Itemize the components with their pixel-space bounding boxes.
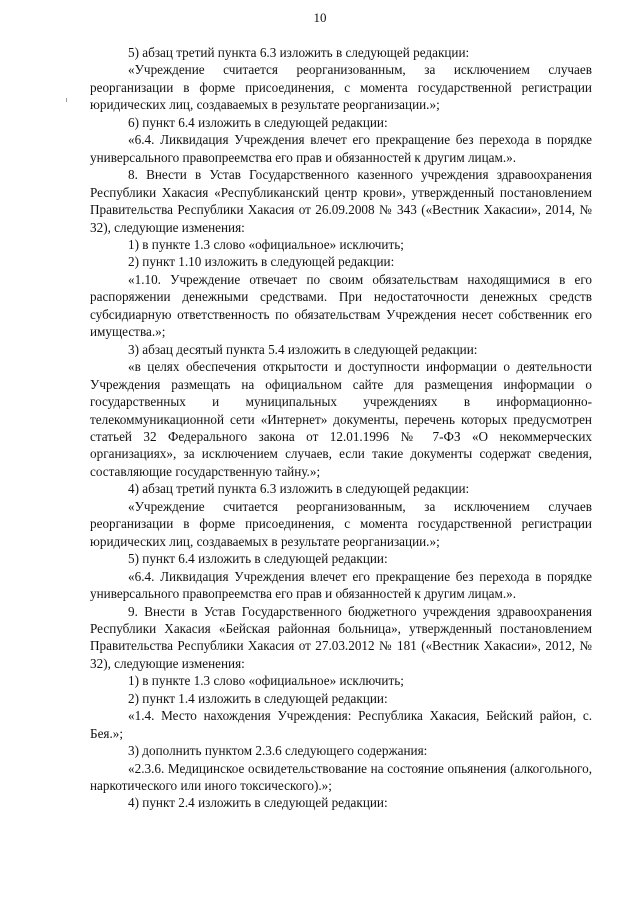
paragraph: 1) в пункте 1.3 слово «официальное» исключить; [128, 673, 404, 689]
paragraph: «в целях обеспечения открытости и доступности информации о деятельности Учреждения размещать на официальном сайте для размещения информации о государственных и муниципальных учреждениях в информационно-телекоммуникационной сети «Интернет» документы, перечень которых предусмотрен статьей 32 Федерального закона от 12.01.1996 № 7-ФЗ «О некоммерческих организациях», за исключением случаев, если такие документы содержат сведения, составляющие государственную тайну.»; [90, 359, 592, 479]
paragraph: «Учреждение считается реорганизованным, за исключением случаев реорганизации в форме присоединения, с момента государственной регистрации юридических лиц, создаваемых в результате реорганизации.»; [90, 498, 592, 549]
paragraph: 3) дополнить пунктом 2.3.6 следующего содержания: [128, 743, 428, 759]
paragraph: 2) пункт 1.10 изложить в следующей редакции: [128, 254, 395, 270]
paragraph: «2.3.6. Медицинское освидетельствование на состояние опьянения (алкогольного, наркотического или иного токсического).»; [90, 760, 592, 794]
paragraph: 5) пункт 6.4 изложить в следующей редакции: [128, 551, 388, 567]
paragraph: 8. Внести в Устав Государственного казенного учреждения здравоохранения Республики Хакасия «Республиканский центр крови», утвержденный постановлением Правительства Республики Хакасия от 26.09.2008 № 343 («Вестник Хакасии», 2014, № 32), следующие изменения: [90, 167, 592, 235]
paragraph: «6.4. Ликвидация Учреждения влечет его прекращение без перехода в порядке универсального правопреемства его прав и обязанностей к другим лицам.». [90, 568, 592, 602]
paragraph: «6.4. Ликвидация Учреждения влечет его прекращение без перехода в порядке универсального правопреемства его прав и обязанностей к другим лицам.». [90, 132, 592, 165]
paragraph: «Учреждение считается реорганизованным, за исключением случаев реорганизации в форме присоединения, с момента государственной регистрации юридических лиц, создаваемых в результате реорганизации.»; [90, 62, 592, 113]
paragraph: 4) абзац третий пункта 6.3 изложить в следующей редакции: [128, 481, 470, 497]
paragraph: 4) пункт 2.4 изложить в следующей редакции: [128, 795, 388, 811]
page-number: 10 [313, 10, 327, 25]
paragraph: «1.10. Учреждение отвечает по своим обязательствам находящимися в его распоряжении денежными средствами. При недостаточности денежных средств субсидиарную ответственность по обязательствам Учреждения несет собственник его имущества.»; [90, 271, 592, 340]
document-body [90, 44, 592, 812]
paragraph: 3) абзац десятый пункта 5.4 изложить в следующей редакции: [128, 341, 478, 357]
paragraph: 6) пункт 6.4 изложить в следующей редакции: [128, 114, 388, 130]
paragraph: 2) пункт 1.4 изложить в следующей редакции: [128, 690, 388, 706]
margin-mark [66, 98, 67, 102]
paragraph: 9. Внести в Устав Государственного бюджетного учреждения здравоохранения Республики Хакасия «Бейская районная больница», утвержденный постановлением Правительства Республики Хакасия от 27.03.2012 № 181 («Вестник Хакасии», 2012, № 32), следующие изменения: [90, 603, 592, 671]
paragraph: «1.4. Место нахождения Учреждения: Республика Хакасия, Бейский район, с. Бея.»; [90, 708, 592, 741]
paragraph: 5) абзац третий пункта 6.3 изложить в следующей редакции: [128, 45, 470, 60]
paragraph: 1) в пункте 1.3 слово «официальное» исключить; [128, 236, 404, 252]
